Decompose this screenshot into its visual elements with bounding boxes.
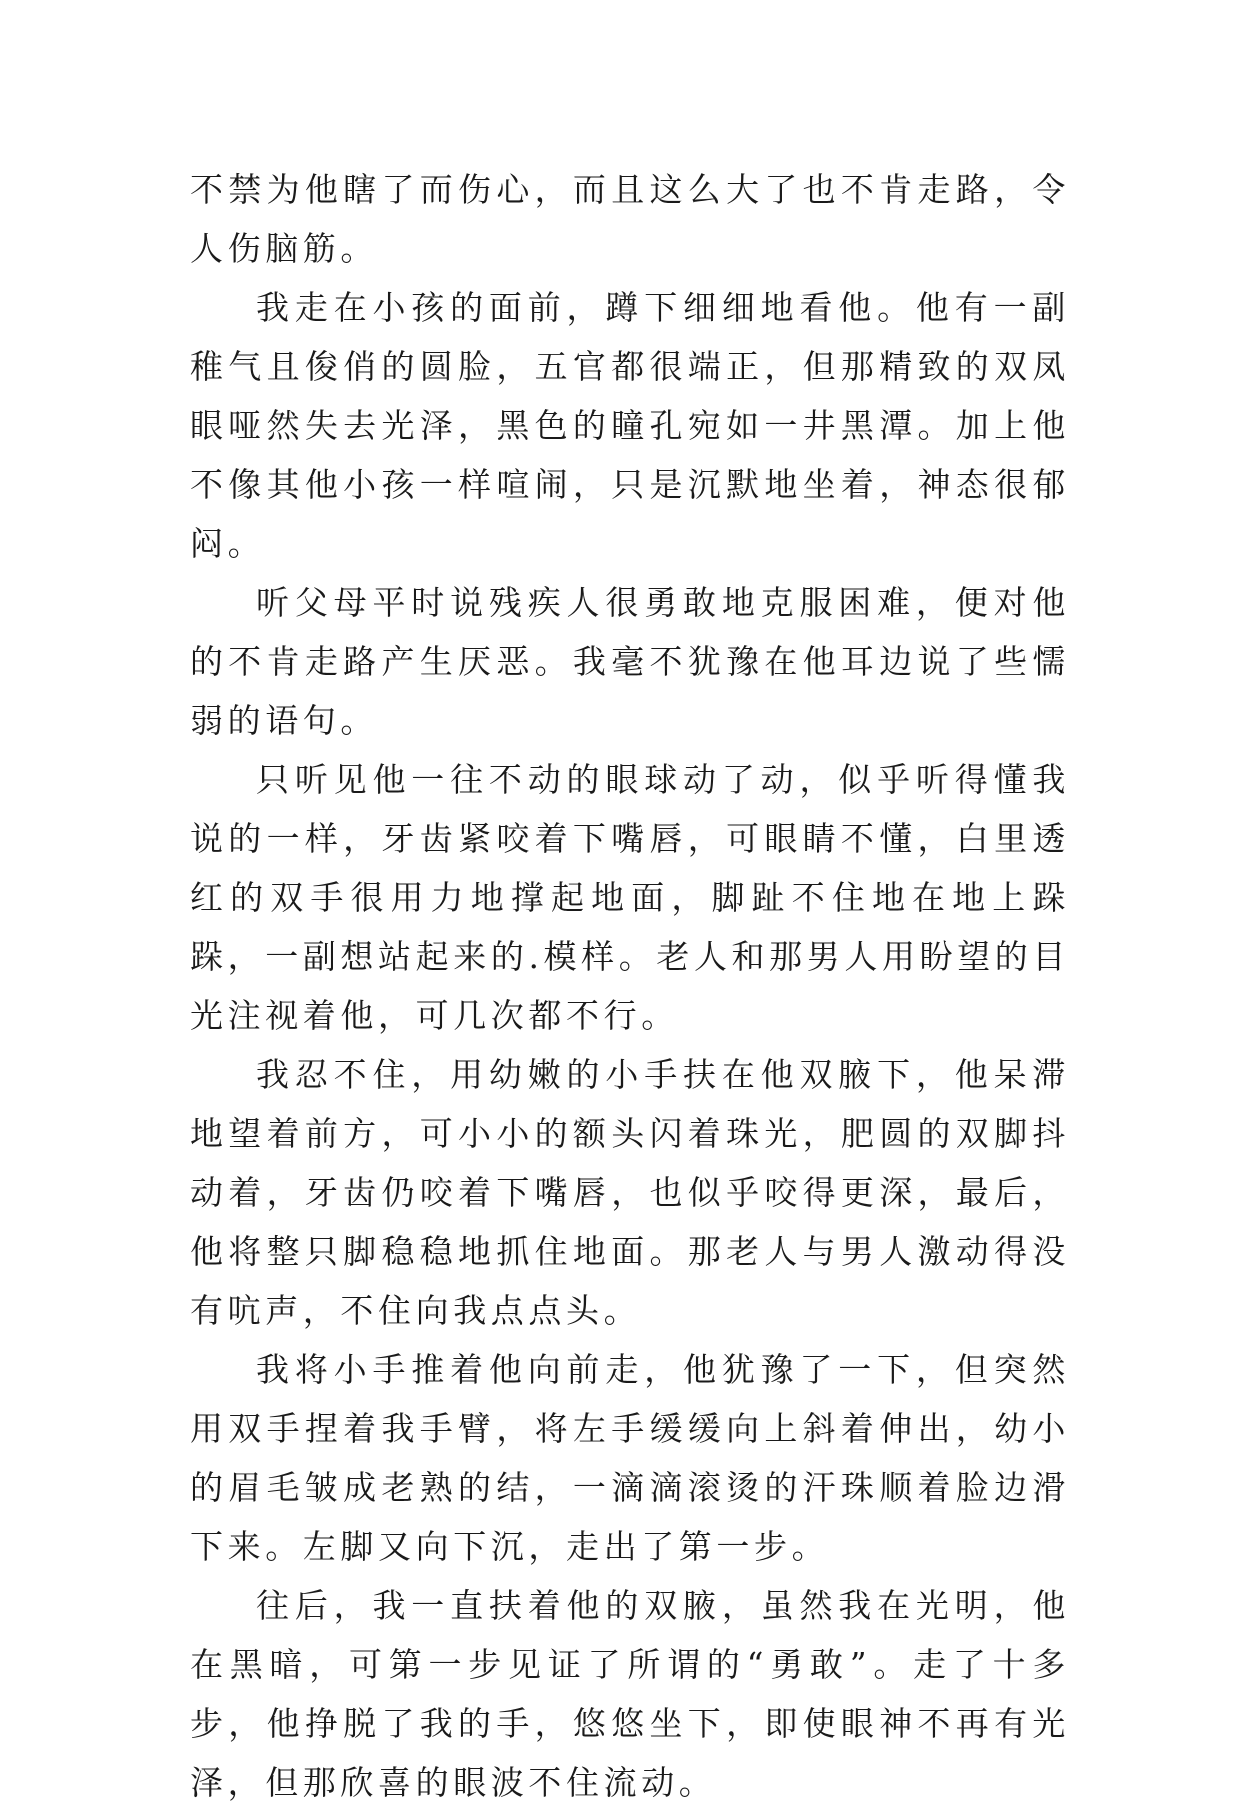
paragraph: 往后，我一直扶着他的双腋，虽然我在光明，他在黑暗，可第一步见证了所谓的“勇敢”。走了十多步，他挣脱了我的手，悠悠坐下，即使眼神不再有光泽，但那欣喜的眼波不住流动。	[190, 1586, 1070, 1802]
paragraph: 听父母平时说残疾人很勇敢地克服困难，便对他的不肯走路产生厌恶。我毫不犹豫在他耳边说了些懦弱的语句。	[190, 583, 1070, 740]
paragraph: 我忍不住，用幼嫩的小手扶在他双腋下，他呆滞地望着前方，可小小的额头闪着珠光，肥圆的双脚抖动着，牙齿仍咬着下嘴唇，也似乎咬得更深，最后，他将整只脚稳稳地抓住地面。那老人与男人激动得没有吭声，不住向我点点头。	[190, 1055, 1070, 1330]
paragraph: 只听见他一往不动的眼球动了动，似乎听得懂我说的一样，牙齿紧咬着下嘴唇，可眼睛不懂，白里透红的双手很用力地撑起地面，脚趾不住地在地上跺跺，一副想站起来的.模样。老人和那男人用盼望的目光注视着他，可几次都不行。	[190, 760, 1070, 1035]
paragraph: 不禁为他瞎了而伤心，而且这么大了也不肯走路，令人伤脑筋。	[190, 170, 1070, 268]
document-body	[190, 160, 1070, 1812]
paragraph: 我将小手推着他向前走，他犹豫了一下，但突然用双手捏着我手臂，将左手缓缓向上斜着伸出，幼小的眉毛皱成老熟的结，一滴滴滚烫的汗珠顺着脸边滑下来。左脚又向下沉，走出了第一步。	[190, 1350, 1070, 1566]
paragraph: 我走在小孩的面前，蹲下细细地看他。他有一副稚气且俊俏的圆脸，五官都很端正，但那精致的双凤眼哑然失去光泽，黑色的瞳孔宛如一井黑潭。加上他不像其他小孩一样喧闹，只是沉默地坐着，神态很郁闷。	[190, 288, 1070, 563]
